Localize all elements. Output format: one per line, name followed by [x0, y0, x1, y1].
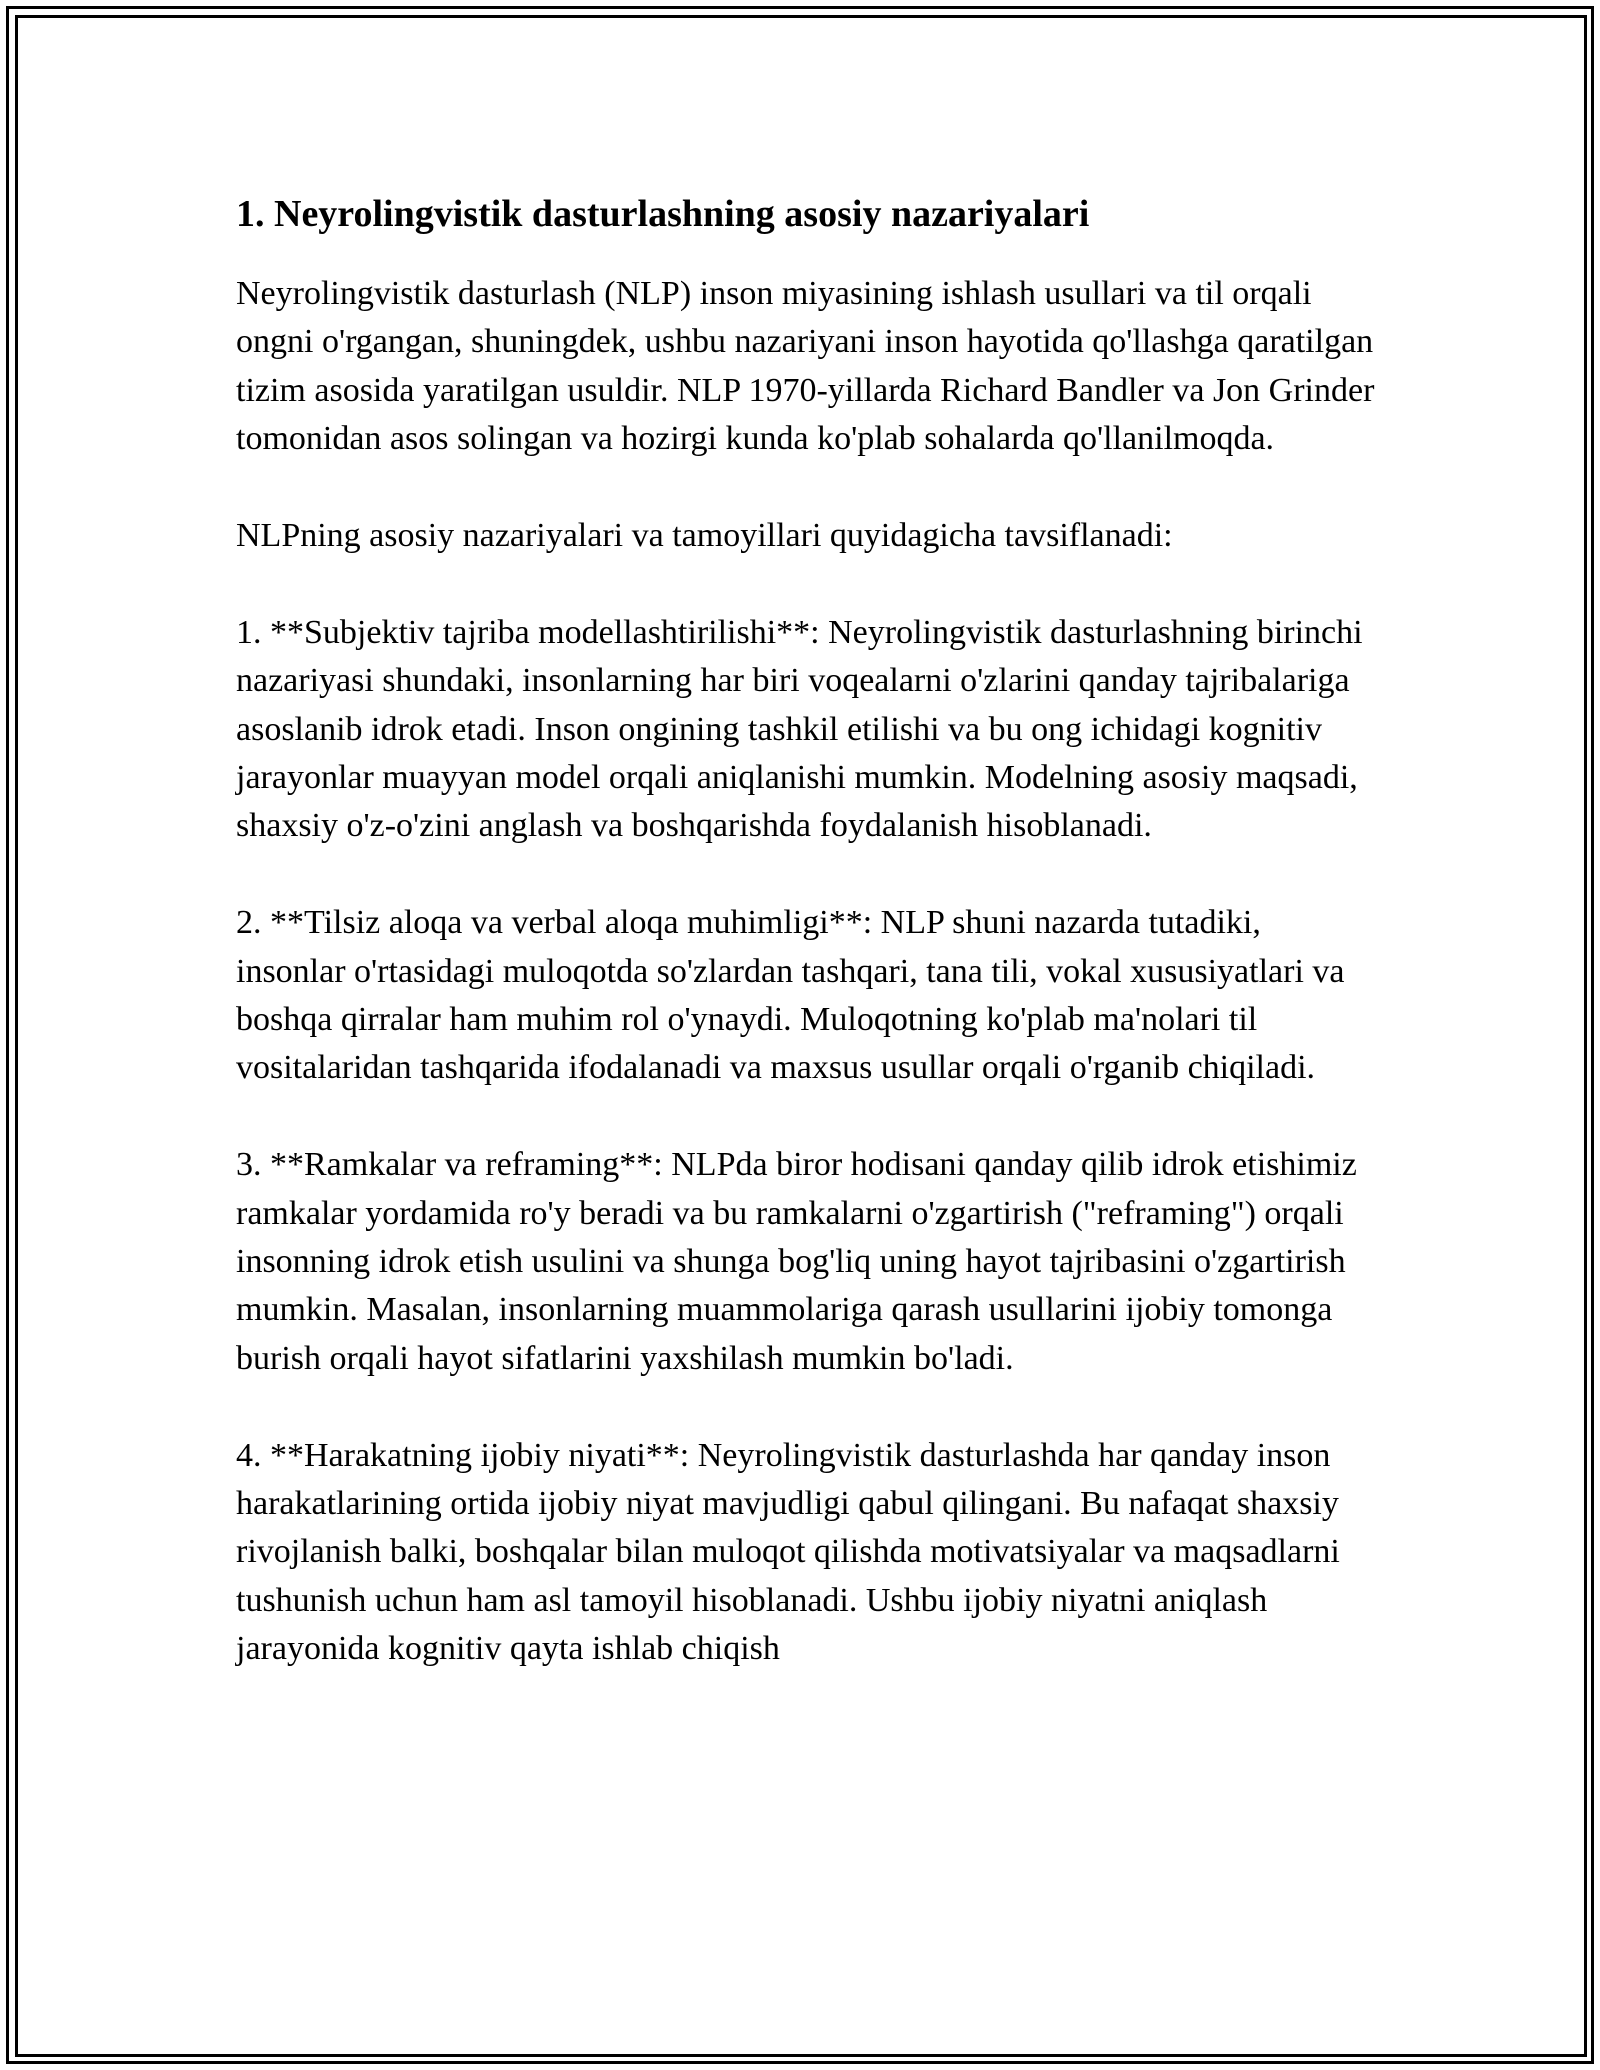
- principles-lead-paragraph: NLPning asosiy nazariyalari va tamoyillari quyidagicha tavsiflanadi:: [236, 517, 1173, 555]
- principle-4-paragraph: 4. **Harakatning ijobiy niyati**: Neyrolingvistik dasturlashda har qanday inson harakatlarining ortida ijobiy niyat mavjudligi qabul qilingani. Bu nafaqat shaxsiy rivojlanish balki, boshqalar bilan muloqot qilishda motivatsiyalar va maqsadlarni tushunish uchun ham asl tamoyil hisoblanadi. Ushbu ijobiy niyatni aniqlash jarayonida kognitiv qayta ishlab chiqish: [236, 1436, 1340, 1668]
- principle-1-paragraph: 1. **Subjektiv tajriba modellashtirilishi**: Neyrolingvistik dasturlashning birinchi nazariyasi shundaki, insonlarning har biri voqealarni o'zlarini qanday tajribalariga asoslanib idrok etadi. Inson ongining tashkil etilishi va bu ong ichidagi kognitiv jarayonlar muayyan model orqali aniqlanishi mumkin. Modelning asosiy maqsadi, shaxsiy o'z-o'zini anglash va boshqarishda foydalanish hisoblanadi.: [236, 613, 1363, 845]
- intro-paragraph: Neyrolingvistik dasturlash (NLP) inson miyasining ishlash usullari va til orqali ongni o'rgangan, shuningdek, ushbu nazariyani inson hayotida qo'llashga qaratilgan tizim asosida yaratilgan usuldir. NLP 1970-yillarda Richard Bandler va Jon Grinder tomonidan asos solingan va hozirgi kunda ko'plab sohalarda qo'llanilmoqda.: [236, 275, 1375, 458]
- document-body: [236, 176, 1376, 1674]
- paragraph-gap: [236, 464, 1376, 512]
- paragraph-gap: [236, 1093, 1376, 1141]
- section-heading: 1. Neyrolingvistik dasturlashning asosiy nazariyalari: [236, 193, 1090, 235]
- principle-2-paragraph: 2. **Tilsiz aloqa va verbal aloqa muhimligi**: NLP shuni nazarda tutadiki, insonlar o'rtasidagi muloqotda so'zlardan tashqari, tana tili, vokal xususiyatlari va boshqa qirralar ham muhim rol o'ynaydi. Muloqotning ko'plab ma'nolari til vositalaridan tashqarida ifodalanadi va maxsus usullar orqali o'rganib chiqiladi.: [236, 904, 1345, 1087]
- paragraph-gap: [236, 560, 1376, 608]
- paragraph-gap: [236, 851, 1376, 899]
- paragraph-gap: [236, 1383, 1376, 1431]
- principle-3-paragraph: 3. **Ramkalar va reframing**: NLPda biror hodisani qanday qilib idrok etishimiz ramkalar yordamida ro'y beradi va bu ramkalarni o'zgartirish ("reframing") orqali insonning idrok etish usulini va shunga bog'liq uning hayot tajribasini o'zgartirish mumkin. Masalan, insonlarning muammolariga qarash usullarini ijobiy tomonga burish orqali hayot sifatlarini yaxshilash mumkin bo'ladi.: [236, 1146, 1357, 1377]
